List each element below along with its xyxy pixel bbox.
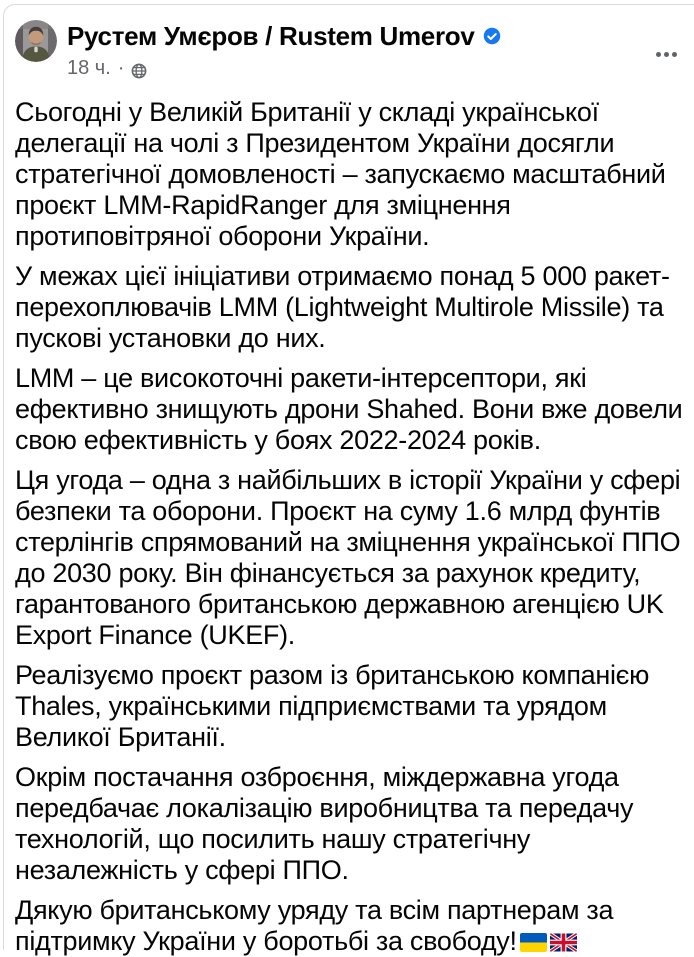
ellipsis-dot [664,52,669,57]
post-meta [67,56,501,80]
post-paragraph-last [15,895,688,957]
post-header [4,5,694,80]
post-paragraph: Окрім постачання озброєння, міждержавна угода передбачає локалізацію виробництва та передачу технологій, що посилить нашу стратегічну незалежність у сфері ППО. [15,762,634,885]
uk-flag-icon [550,933,577,952]
ellipsis-dot [672,52,677,57]
post-paragraph: Сьогодні у Великій Британії у складі української делегації на чолі з Президентом України досягли стратегічної домовленості – запускаємо масштабний проєкт LMM-RapidRanger для зміцнення протиповітряної оборони України. [15,97,666,251]
author-avatar[interactable] [15,20,57,62]
post-paragraph: LMM – це високоточні ракети-інтерсептори, які ефективно знищують дрони Shahed. Вони вже довели свою ефективність у боях 2022-2024 років. [15,363,683,455]
meta-separator: · [117,57,125,79]
name-row [67,21,501,51]
post-paragraph: Ця угода – одна з найбільших в історії України у сфері безпеки та оборони. Проєкт на суму 1.6 млрд фунтів стерлінгів спрямований на зміцнення української ППО до 2030 року. Він фінансується за рахунок кредиту, гарантованого британською державною агенцією UK Export Finance (UKEF). [15,465,681,650]
post-card [3,4,694,956]
more-options-button[interactable] [648,41,684,67]
globe-public-icon [131,61,147,77]
post-paragraph: Реалізуємо проєкт разом із британською компанією Thales, українськими підприємствами та урядом Великої Британії. [15,660,650,752]
verified-badge-icon [483,27,501,45]
author-name-link[interactable]: Рустем Умєров / Rustem Umerov [67,21,475,51]
ukraine-flag-icon [520,933,547,952]
post-paragraph: У межах цієї ініціативи отримаємо понад 5 000 ракет-перехоплювачів LMM (Lightweight Multirole Missile) та пускові установки до них. [15,261,670,353]
header-info [67,20,501,80]
ellipsis-dot [656,52,661,57]
post-paragraph-text: Дякую британському уряду та всім партнерам за підтримку України у боротьбі за свободу! [15,895,614,956]
profile-photo [15,20,57,62]
timestamp[interactable]: 18 ч. [67,57,111,79]
post-text [4,80,694,957]
